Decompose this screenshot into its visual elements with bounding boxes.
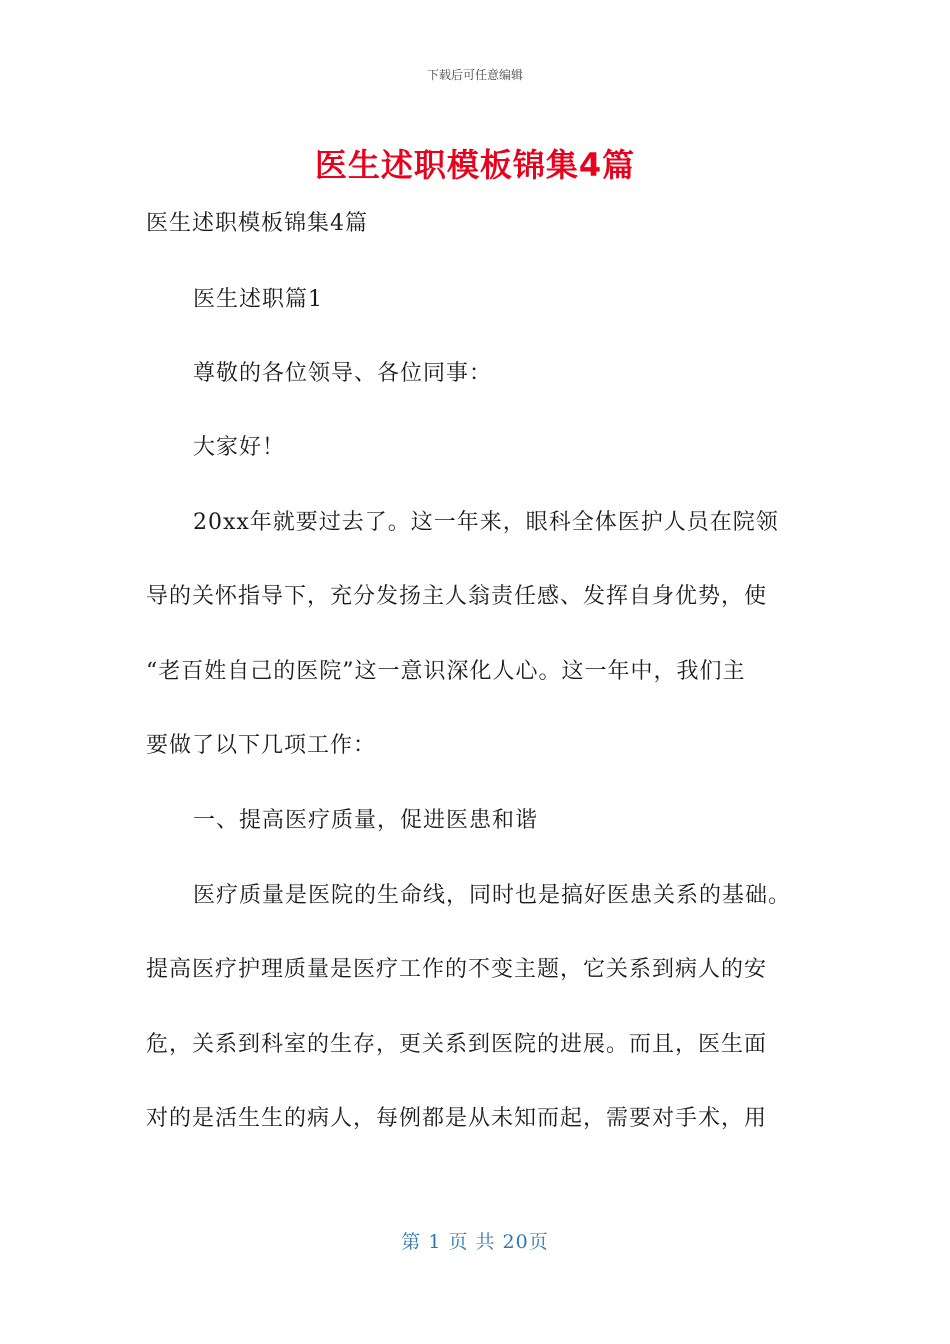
subtitle-line: 医生述职模板锦集4篇 bbox=[146, 211, 368, 236]
greeting: 大家好！ bbox=[193, 435, 286, 460]
document-title: 医生述职模板锦集4篇 bbox=[314, 146, 636, 184]
paragraph-line: 危，关系到科室的生存，更关系到医院的进展。而且，医生面 bbox=[146, 1032, 768, 1057]
paragraph-line: 医疗质量是医院的生命线，同时也是搞好医患关系的基础。 bbox=[193, 883, 792, 908]
header-note: 下载后可任意编辑 bbox=[426, 68, 523, 82]
salutation: 尊敬的各位领导、各位同事： bbox=[193, 361, 493, 386]
page-number: 第 1 页 共 20页 bbox=[401, 1231, 549, 1253]
paragraph-line: 对的是活生生的病人，每例都是从未知而起，需要对手术，用 bbox=[146, 1106, 768, 1131]
paragraph-line: 导的关怀指导下，充分发扬主人翁责任感、发挥自身优势，使 bbox=[146, 584, 768, 609]
paragraph-line: 提高医疗护理质量是医疗工作的不变主题，它关系到病人的安 bbox=[146, 957, 768, 982]
paragraph-line: 20xx年就要过去了。这一年来，眼科全体医护人员在院领 bbox=[193, 510, 779, 535]
paragraph-line: “老百姓自己的医院”这一意识深化人心。这一年中，我们主 bbox=[146, 659, 746, 684]
paragraph-line: 要做了以下几项工作： bbox=[146, 733, 377, 758]
section-heading: 医生述职篇1 bbox=[193, 287, 323, 312]
subsection-heading: 一、提高医疗质量，促进医患和谐 bbox=[193, 808, 539, 833]
